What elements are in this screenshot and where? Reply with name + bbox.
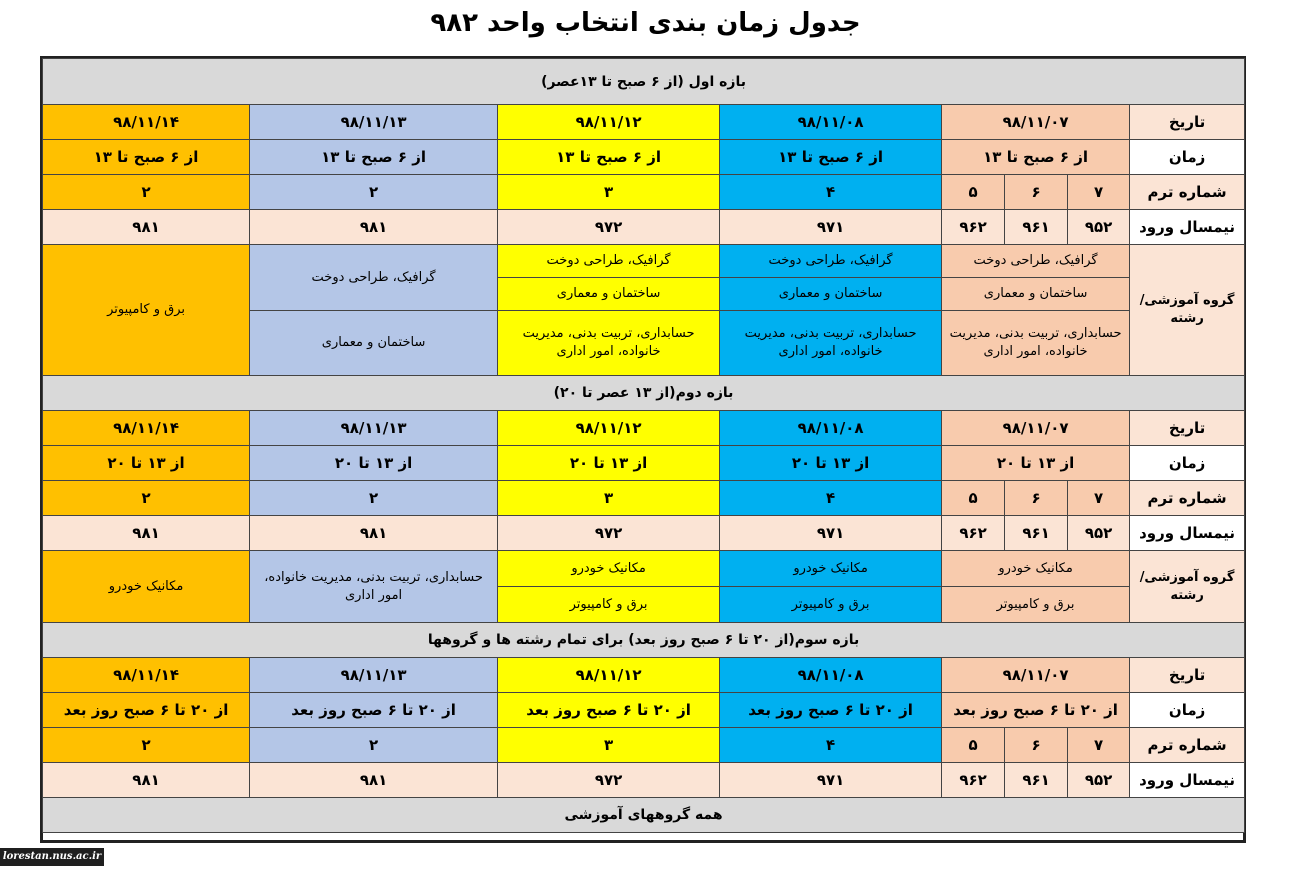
group-cell: گرافیک، طراحی دوخت: [250, 245, 498, 311]
period-1-header-row: [43, 59, 1245, 105]
time-cell: از ۶ صبح تا ۱۳: [250, 140, 498, 175]
page-title: جدول زمان بندی انتخاب واحد ۹۸۲: [430, 8, 861, 38]
date-cell: ۹۸/۱۱/۱۳: [250, 658, 498, 693]
time-cell: از ۶ صبح تا ۱۳: [498, 140, 720, 175]
entry-cell: ۹۶۲: [942, 516, 1005, 551]
term-cell: ۳: [498, 481, 720, 516]
entry-cell: ۹۶۱: [1005, 763, 1068, 798]
group-cell: ساختمان و معماری: [720, 278, 942, 311]
date-cell: ۹۸/۱۱/۱۴: [43, 105, 250, 140]
term-cell: ۶: [1005, 728, 1068, 763]
time-cell: از ۲۰ تا ۶ صبح روز بعد: [942, 693, 1130, 728]
time-row: [43, 140, 1245, 175]
term-cell: ۶: [1005, 175, 1068, 210]
date-cell: ۹۸/۱۱/۰۸: [720, 411, 942, 446]
entry-cell: ۹۶۱: [1005, 210, 1068, 245]
time-cell: از ۱۳ تا ۲۰: [942, 446, 1130, 481]
date-cell: ۹۸/۱۱/۱۳: [250, 411, 498, 446]
entry-cell: ۹۷۲: [498, 763, 720, 798]
group-cell: ساختمان و معماری: [498, 278, 720, 311]
time-cell: از ۲۰ تا ۶ صبح روز بعد: [498, 693, 720, 728]
group-cell: مکانیک خودرو: [498, 551, 720, 587]
term-row: [43, 175, 1245, 210]
group-cell: ساختمان و معماری: [250, 311, 498, 376]
entry-cell: ۹۸۱: [43, 516, 250, 551]
time-cell: از ۱۳ تا ۲۰: [43, 446, 250, 481]
time-label: زمان: [1130, 446, 1245, 481]
time-cell: از ۱۳ تا ۲۰: [250, 446, 498, 481]
date-cell: ۹۸/۱۱/۱۳: [250, 105, 498, 140]
entry-cell: ۹۸۱: [250, 210, 498, 245]
group-cell: گرافیک، طراحی دوخت: [720, 245, 942, 278]
period-2-header: بازه دوم(از ۱۳ عصر تا ۲۰): [43, 376, 1245, 411]
time-cell: از ۶ صبح تا ۱۳: [942, 140, 1130, 175]
term-cell: ۷: [1068, 175, 1130, 210]
group-cell: حسابداری، تربیت بدنی، مدیریت خانواده، امور اداری: [250, 551, 498, 623]
group-cell: گرافیک، طراحی دوخت: [942, 245, 1130, 278]
group-row-1: [43, 245, 1245, 278]
time-row: [43, 446, 1245, 481]
all-groups-row: [43, 798, 1245, 833]
date-cell: ۹۸/۱۱/۰۸: [720, 658, 942, 693]
date-cell: ۹۸/۱۱/۰۷: [942, 411, 1130, 446]
group-cell: گرافیک، طراحی دوخت: [498, 245, 720, 278]
time-cell: از ۲۰ تا ۶ صبح روز بعد: [43, 693, 250, 728]
date-cell: ۹۸/۱۱/۱۲: [498, 411, 720, 446]
entry-cell: ۹۵۲: [1068, 210, 1130, 245]
term-cell: ۴: [720, 728, 942, 763]
entry-cell: ۹۷۲: [498, 516, 720, 551]
term-cell: ۲: [250, 728, 498, 763]
time-row: [43, 693, 1245, 728]
term-cell: ۳: [498, 728, 720, 763]
term-cell: ۴: [720, 481, 942, 516]
group-cell: حسابداری، تربیت بدنی، مدیریت خانواده، امور اداری: [498, 311, 720, 376]
entry-cell: ۹۷۱: [720, 210, 942, 245]
period-2-header-row: [43, 376, 1245, 411]
all-groups-cell: همه گروههای آموزشی: [43, 798, 1245, 833]
date-cell: ۹۸/۱۱/۰۷: [942, 658, 1130, 693]
term-cell: ۴: [720, 175, 942, 210]
term-cell: ۷: [1068, 481, 1130, 516]
group-cell: ساختمان و معماری: [942, 278, 1130, 311]
schedule-table: [42, 58, 1245, 833]
date-cell: ۹۸/۱۱/۱۲: [498, 105, 720, 140]
entry-cell: ۹۸۱: [250, 516, 498, 551]
term-cell: ۵: [942, 728, 1005, 763]
date-cell: ۹۸/۱۱/۱۴: [43, 411, 250, 446]
time-label: زمان: [1130, 140, 1245, 175]
entry-cell: ۹۸۱: [43, 763, 250, 798]
group-cell: مکانیک خودرو: [720, 551, 942, 587]
term-cell: ۲: [43, 481, 250, 516]
period-1-header: بازه اول (از ۶ صبح تا ۱۳عصر): [43, 59, 1245, 105]
entry-cell: ۹۷۱: [720, 516, 942, 551]
date-cell: ۹۸/۱۱/۰۷: [942, 105, 1130, 140]
entry-cell: ۹۷۱: [720, 763, 942, 798]
entry-row: [43, 210, 1245, 245]
term-row: [43, 728, 1245, 763]
entry-cell: ۹۸۱: [250, 763, 498, 798]
group-cell: مکانیک خودرو: [43, 551, 250, 623]
group-cell: برق و کامپیوتر: [43, 245, 250, 376]
date-cell: ۹۸/۱۱/۱۴: [43, 658, 250, 693]
entry-cell: ۹۶۲: [942, 210, 1005, 245]
group-cell: مکانیک خودرو: [942, 551, 1130, 587]
entry-label: نیمسال ورود: [1130, 763, 1245, 798]
entry-cell: ۹۷۲: [498, 210, 720, 245]
time-cell: از ۶ صبح تا ۱۳: [43, 140, 250, 175]
term-cell: ۵: [942, 175, 1005, 210]
group-cell: برق و کامپیوتر: [942, 587, 1130, 623]
entry-label: نیمسال ورود: [1130, 516, 1245, 551]
term-cell: ۲: [43, 728, 250, 763]
term-label: شماره ترم: [1130, 481, 1245, 516]
entry-row: [43, 516, 1245, 551]
term-cell: ۳: [498, 175, 720, 210]
term-cell: ۲: [43, 175, 250, 210]
time-cell: از ۶ صبح تا ۱۳: [720, 140, 942, 175]
term-cell: ۲: [250, 175, 498, 210]
term-cell: ۶: [1005, 481, 1068, 516]
site-url: lorestan.nus.ac.ir: [0, 848, 104, 866]
group-cell: برق و کامپیوتر: [498, 587, 720, 623]
date-row: [43, 105, 1245, 140]
term-label: شماره ترم: [1130, 728, 1245, 763]
date-cell: ۹۸/۱۱/۰۸: [720, 105, 942, 140]
term-cell: ۵: [942, 481, 1005, 516]
date-label: تاریخ: [1130, 658, 1245, 693]
date-cell: ۹۸/۱۱/۱۲: [498, 658, 720, 693]
group-cell: حسابداری، تربیت بدنی، مدیریت خانواده، امور اداری: [720, 311, 942, 376]
term-cell: ۷: [1068, 728, 1130, 763]
time-cell: از ۱۳ تا ۲۰: [498, 446, 720, 481]
entry-row: [43, 763, 1245, 798]
group-cell: حسابداری، تربیت بدنی، مدیریت خانواده، امور اداری: [942, 311, 1130, 376]
entry-cell: ۹۵۲: [1068, 763, 1130, 798]
date-label: تاریخ: [1130, 411, 1245, 446]
group-label: گروه آموزشی/رشته: [1130, 245, 1245, 376]
group-row-1: [43, 551, 1245, 587]
period-3-header: بازه سوم(از ۲۰ تا ۶ صبح روز بعد) برای تمام رشته ها و گروهها: [43, 623, 1245, 658]
entry-cell: ۹۶۲: [942, 763, 1005, 798]
time-cell: از ۱۳ تا ۲۰: [720, 446, 942, 481]
entry-label: نیمسال ورود: [1130, 210, 1245, 245]
term-row: [43, 481, 1245, 516]
period-3-header-row: [43, 623, 1245, 658]
date-label: تاریخ: [1130, 105, 1245, 140]
term-cell: ۲: [250, 481, 498, 516]
time-label: زمان: [1130, 693, 1245, 728]
entry-cell: ۹۵۲: [1068, 516, 1130, 551]
entry-cell: ۹۸۱: [43, 210, 250, 245]
date-row: [43, 658, 1245, 693]
term-label: شماره ترم: [1130, 175, 1245, 210]
entry-cell: ۹۶۱: [1005, 516, 1068, 551]
date-row: [43, 411, 1245, 446]
group-label: گروه آموزشی/رشته: [1130, 551, 1245, 623]
time-cell: از ۲۰ تا ۶ صبح روز بعد: [720, 693, 942, 728]
group-cell: برق و کامپیوتر: [720, 587, 942, 623]
time-cell: از ۲۰ تا ۶ صبح روز بعد: [250, 693, 498, 728]
